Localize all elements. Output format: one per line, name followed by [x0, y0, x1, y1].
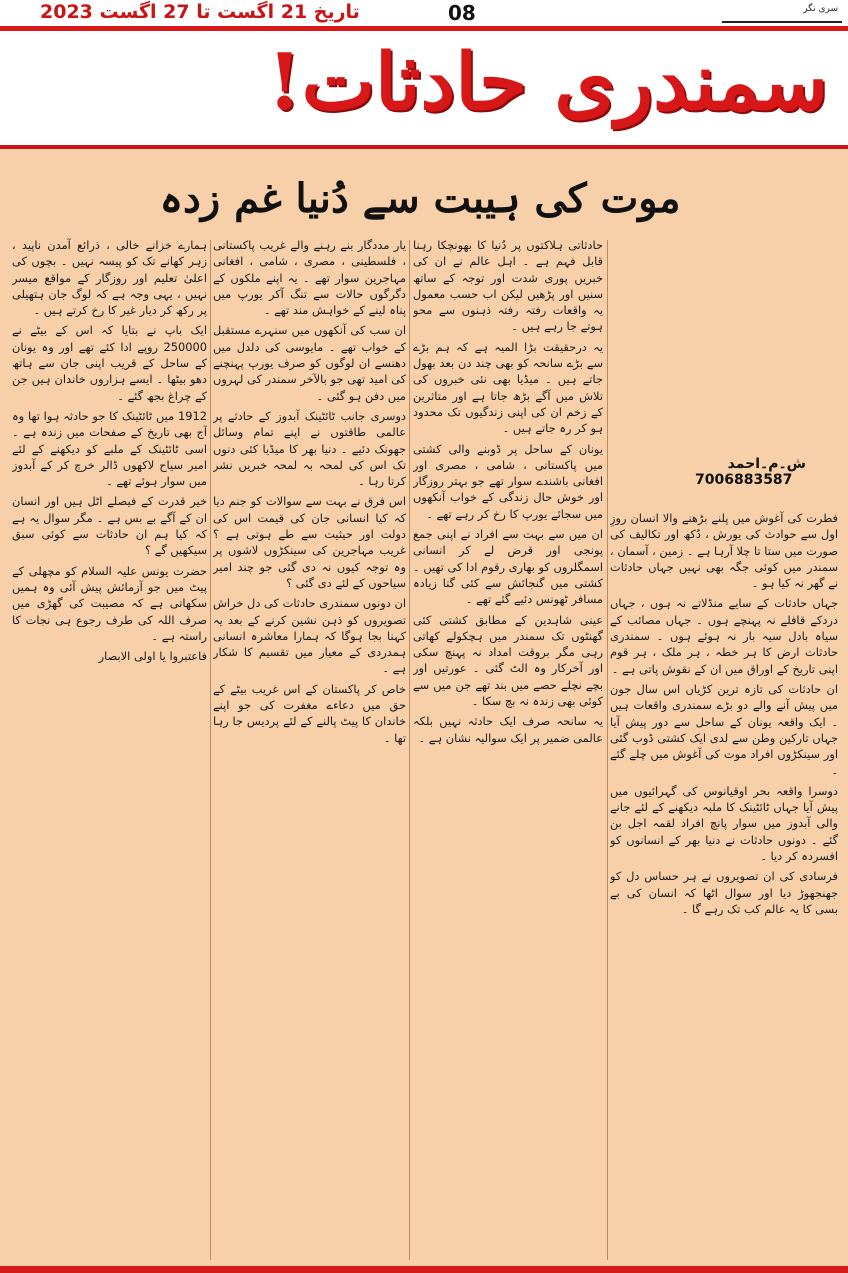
banner-title: سمندری حادثات!	[267, 37, 828, 128]
paragraph: عینی شاہدین کے مطابق کشتی کئی گھنٹوں تک سمندر میں ہچکولے کھاتی رہی مگر بروقت امداد نہ پہنچ سکی اور آخرکار وہ الٹ گئی ۔ عورتیں اور بچے نچلے حصے میں بند تھے جن میں سے کوئی بھی زندہ نہ بچ سکا ۔	[413, 612, 603, 709]
paragraph: فرسادی کی ان تصویروں نے ہر حساس دل کو جھنجھوڑ دیا اور سوال اٹھا کہ انسان کی بے بسی کا یہ عالم کب تک رہے گا ۔	[610, 869, 838, 916]
paragraph: ان حادثات کی تازہ ترین کڑیاں اس سال جون میں پیش آنے والے دو بڑے سمندری واقعات ہیں ۔ ایک واقعہ یونان کے ساحل سے دور پیش آیا جہاں تارکین وطن سے لدی ایک کشتی ڈوب گئی اور سینکڑوں افراد موت کی آغوش میں چلے گئے ۔	[610, 681, 838, 778]
logo-text: سری نگر	[803, 4, 838, 14]
paragraph: جہاں حادثات کے سایے منڈلاتے نہ ہوں ، جہاں دردکے قافلے نہ پہنچے ہوں ۔ جہاں مصائب کے سیاہ بادل سیہ بار نہ ہوئے ہوں ۔ سمندری حادثات ارض کا ہر خطہ ، ہر ملک ، ہر قوم اپنی تاریخ کے اوراق میں ان کے نقوش پاتی ہے ۔	[610, 596, 838, 676]
author-name: ش۔م۔احمد	[727, 456, 806, 472]
author-phone: 7006883587	[695, 472, 793, 488]
paragraph: دوسری جانب ٹائٹینک آبدوز کے حادثے پر عالمی طاقتوں نے اپنے تمام وسائل جھونک دئیے ۔ دنیا بھر کا میڈیا کئی دنوں تک اس کی لمحہ بہ لمحہ خبریں نشر کرتا رہا ۔	[213, 408, 406, 489]
paragraph: ان دونوں سمندری حادثات کی دل خراش تصویروں کو ذہن نشین کرنے کے بعد یہ کہنا بجا ہوگا کہ ہمارا معاشرہ انسانی ہمدردی کے معیار میں تقسیم کا شکار ہے ۔	[213, 596, 406, 676]
paragraph: حادثاتی ہلاکتوں پر دُنیا کا بھونچکا رہنا قابل فہم ہے ۔ اہل عالم نے ان کی خبریں پوری شدت اور توجہ کے ساتھ سنیں اور پڑھیں لیکن اب حسب معمول یہ واقعات رفتہ رفتہ ذہنوں سے محو ہوتے جا رہے ہیں ۔	[413, 238, 603, 334]
paragraph: خاص کر پاکستان کے اس غریب بیٹے کے حق میں دعاءے مغفرت کی جو اپنے خاندان کا پیٹ پالنے کے لئے پردیس جا رہا تھا ۔	[213, 681, 406, 745]
paragraph: حضرت یونس علیہ السلام کو مچھلی کے پیٹ میں جو آزمائش پیش آئی وہ ہمیں سکھاتی ہے کہ مصیبت کی گھڑی میں صرف اللہ کی طرف رجوع ہی نجات کا راستہ ہے ۔	[12, 563, 207, 643]
paragraph: فاعتبروا یا اولی الابصار	[98, 649, 207, 664]
newspaper-logo	[722, 3, 842, 23]
banner	[0, 31, 848, 149]
paragraph: ایک باپ نے بتایا کہ اس کے بیٹے نے 250000 روپے ادا کئے تھے اور وہ یونان کے ساحل کے قریب اپنی جان سے ہاتھ دھو بیٹھا ۔ ایسے ہزاروں خاندان ہیں جن کے چراغ بجھ گئے ۔	[12, 323, 207, 403]
paragraph: خیر قدرت کے فیصلے اٹل ہیں اور انسان ان کے آگے بے بس ہے ۔ مگر سوال یہ ہے کہ کیا ہم ان حادثات سے کوئی سبق سیکھیں گے ؟	[12, 494, 207, 558]
bottom-rule	[0, 1266, 848, 1273]
paragraph: ان میں سے بہت سے افراد نے اپنی جمع پونجی اور قرض لے کر انسانی اسمگلروں کو بھاری رقوم ادا کی تھیں ۔ کشتی میں گنجائش سے کئی گنا زیادہ مسافر ٹھونس دئیے گئے تھے ۔	[413, 527, 603, 607]
column-divider	[210, 240, 211, 1260]
column-3	[213, 237, 406, 1265]
column-1	[610, 510, 838, 1262]
issue-date: تاریخ 21 اگست تا 27 اگست 2023	[40, 1, 360, 23]
article-headline: موت کی ہیبت سے دُنیا غم زدہ	[159, 175, 681, 222]
column-2	[413, 237, 603, 1265]
paragraph: دوسرا واقعہ بحر اوقیانوس کی گہرائیوں میں پیش آیا جہاں ٹائٹینک کا ملبہ دیکھنے کے لئے جانے والی آبدوز میں سوار پانچ افراد لقمہ اجل بن گئے ۔ دونوں حادثات نے دنیا بھر کے انسانوں کو افسردہ کر دیا ۔	[610, 783, 838, 863]
paragraph: ہمارے خزانے خالی ، ذرائع آمدن ناپید ، زہر کھانے تک کو پیسہ نہیں ۔ بچوں کی اعلیٰ تعلیم اور روزگار کے مواقع میسر نہیں ، یہی وجہ ہے کہ لوگ جان ہتھیلی پر رکھ کر دیار غیر کا رخ کرتے ہیں ۔	[12, 238, 207, 318]
page-number: 08	[448, 1, 476, 25]
paragraph: ان سب کی آنکھوں میں سنہرے مستقبل کے خواب تھے ۔ مایوسی کی دلدل میں دھنسے ان لوگوں کو صرف یورپ پہنچنے کی امید تھی جو بالآخر سمندر کی لہروں میں دفن ہو گئی ۔	[213, 323, 406, 403]
paragraph: فطرت کی آغوش میں پلنے بڑھنے والا انسان روزِ اول سے حوادث کی یورش ، دُکھ اور تکالیف کی صورت میں ستا تا چلا آرہا ہے ۔ زمین ، آسمان ، سمندر میں کوئی جگہ بھی نہیں جہاں حادثات نے گھر نہ کیا ہو ۔	[610, 511, 838, 591]
paragraph: اس فرق نے بہت سے سوالات کو جنم دیا کہ کیا انسانی جان کی قیمت اس کی دولت اور حیثیت سے طے ہوتی ہے ؟ غریب مہاجرین کی سینکڑوں لاشوں پر وہ توجہ کیوں نہ دی گئی جو چند امیر سیاحوں کے لئے دی گئی ؟	[213, 494, 406, 590]
column-divider	[409, 240, 410, 1260]
column-4	[12, 237, 207, 1265]
paragraph: یہ سانحہ صرف ایک حادثہ نہیں بلکہ عالمی ضمیر پر ایک سوالیہ نشان ہے ۔	[413, 714, 603, 745]
masthead-strip	[0, 0, 848, 26]
paragraph: یونان کے ساحل پر ڈوبنے والی کشتی میں پاکستانی ، شامی ، مصری اور افغانی باشندے سوار تھے جو بہتر روزگار اور خوش حال زندگی کے خواب آنکھوں میں سجائے یورپ کا رخ کر رہے تھے ۔	[413, 441, 603, 521]
paragraph: یہ درحقیقت بڑا المیہ ہے کہ ہم بڑے سے بڑے سانحہ کو بھی چند دن بعد بھول جاتے ہیں ۔ میڈیا بھی نئی خبروں کی تلاش میں آگے بڑھ جاتا ہے اور متاثرین کے زخم ان کی اپنی زندگیوں تک محدود ہو کر رہ جاتے ہیں ۔	[413, 339, 603, 436]
column-divider	[607, 240, 608, 1260]
paragraph: 1912 میں ٹائٹینک کا جو حادثہ ہوا تھا وہ آج بھی تاریخ کے صفحات میں زندہ ہے ۔ اسی ٹائٹینک کے ملبے کو دیکھنے کے لئے امیر سیاح لاکھوں ڈالر خرچ کر کے آبدوز میں سوار ہوئے تھے ۔	[12, 408, 207, 489]
paragraph: یار مددگار بنے رہنے والے غریب پاکستانی ، فلسطینی ، مصری ، شامی ، افغانی مہاجرین سوار تھے ۔ یہ اپنے ملکوں کے دگرگوں حالات سے تنگ آکر یورپ میں پناہ لینے کے خواہش مند تھے ۔	[213, 238, 406, 318]
